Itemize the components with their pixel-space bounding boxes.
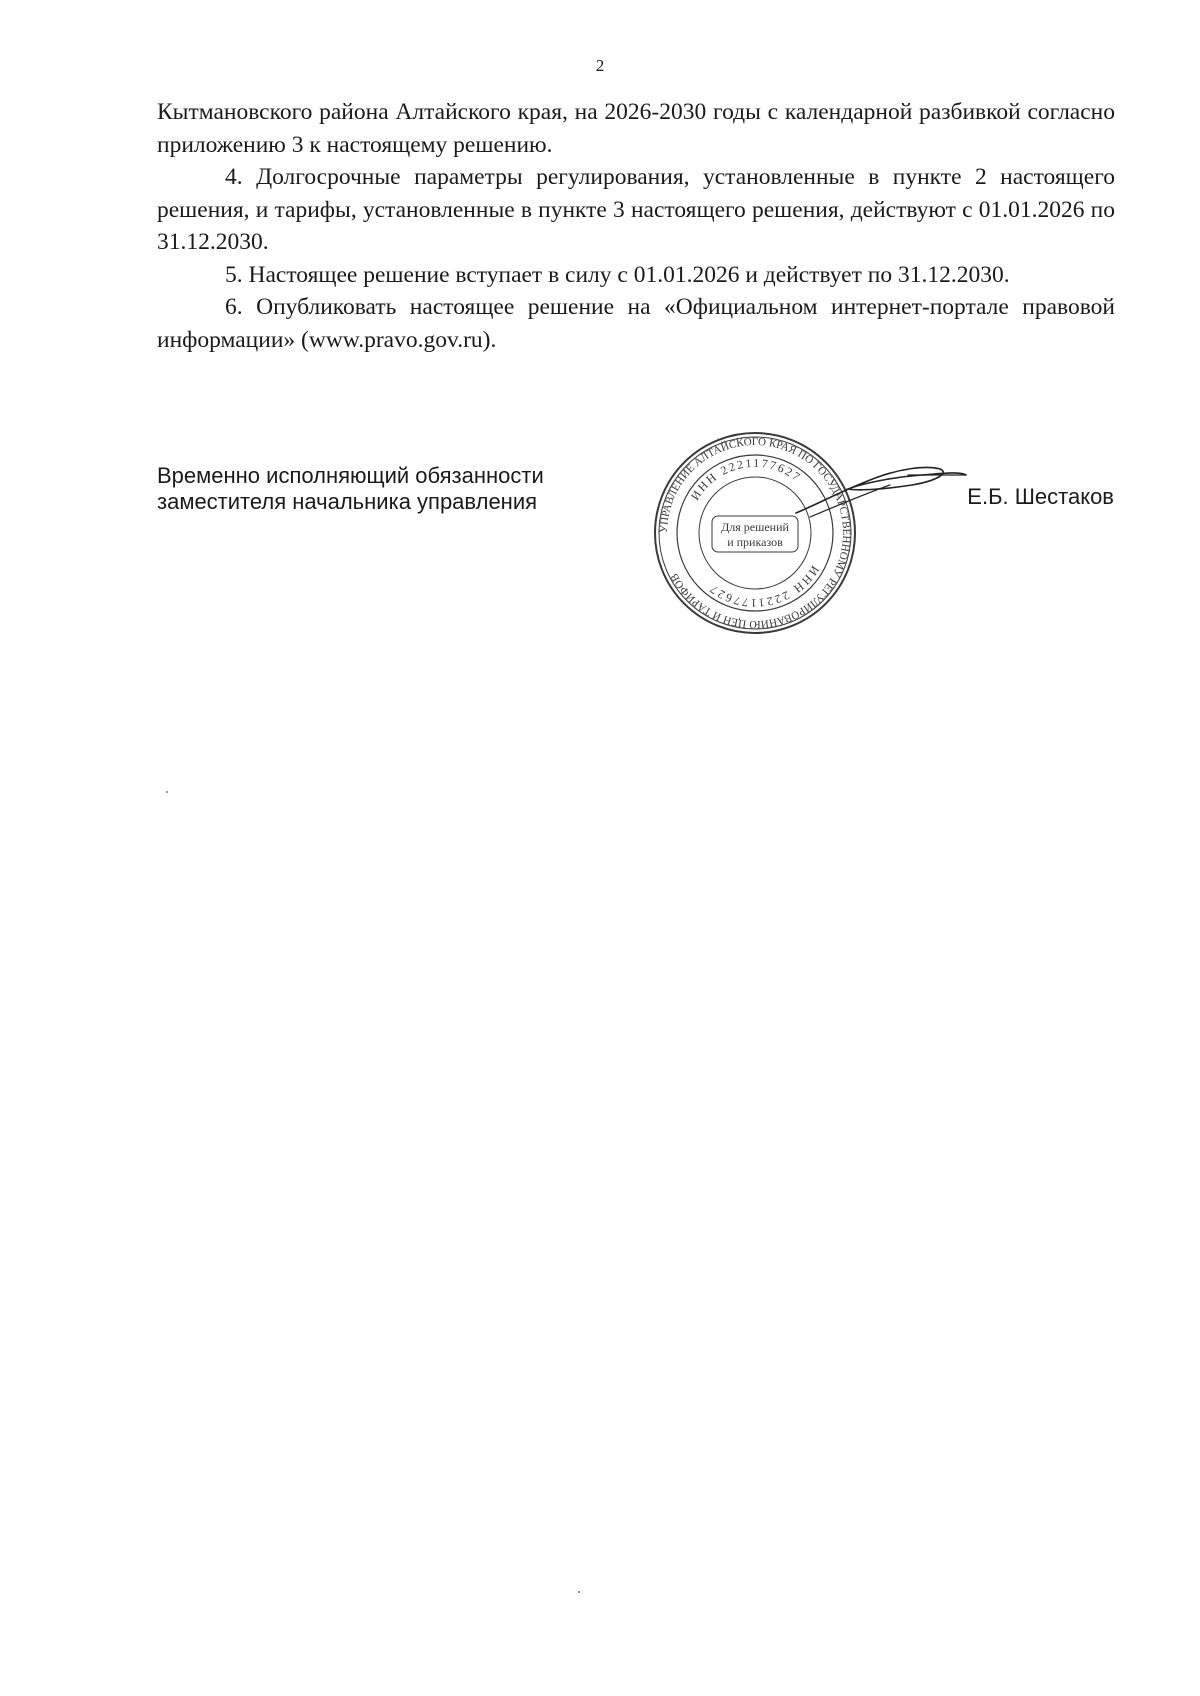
paragraph-continuation: Кытмановского района Алтайского края, на 2026-2030 годы с календарной разбивкой согласно приложению 3 к настоящему решению. — [157, 99, 1115, 158]
signer-name: Е.Б. Шестаков — [967, 484, 1114, 509]
page-number: 2 — [595, 56, 605, 75]
stamp-center-line-2: и приказов — [727, 535, 783, 549]
paragraph-item-6: 6. Опубликовать настоящее решение на «Официальном интернет-портале правовой информации» (www.pravo.gov.ru). — [157, 294, 1115, 353]
document-body — [157, 96, 1115, 356]
paragraph-item-5: 5. Настоящее решение вступает в силу с 01.01.2026 и действует по 31.12.2030. — [225, 261, 1010, 288]
handwritten-signature — [790, 455, 970, 535]
stamp-inn-text: ИНН 2221177627 — [687, 455, 805, 503]
scan-speck — [578, 1591, 580, 1593]
stamp-center-line-1: Для решений — [721, 520, 789, 534]
stamp-inn-text-lower: ИНН 2221177627 — [705, 563, 823, 611]
scan-speck — [166, 791, 168, 793]
signer-position-line-1: Временно исполняющий обязанности — [157, 463, 544, 488]
signer-position — [157, 463, 544, 515]
signer-position-line-2: заместителя начальника управления — [157, 489, 538, 514]
paragraph-item-4: 4. Долгосрочные параметры регулирования, установленные в пункте 2 настоящего решения, и тарифы, установленные в пункте 3 настоящего решения, действуют с 01.01.2026 по 31.12.2030. — [157, 164, 1115, 255]
stamp-outer-text: УПРАВЛЕНИЕ АЛТАЙСКОГО КРАЯ ПО ГОСУДАРСТВЕННОМУ РЕГУЛИРОВАНИЮ ЦЕН И ТАРИФОВ — [657, 435, 853, 631]
